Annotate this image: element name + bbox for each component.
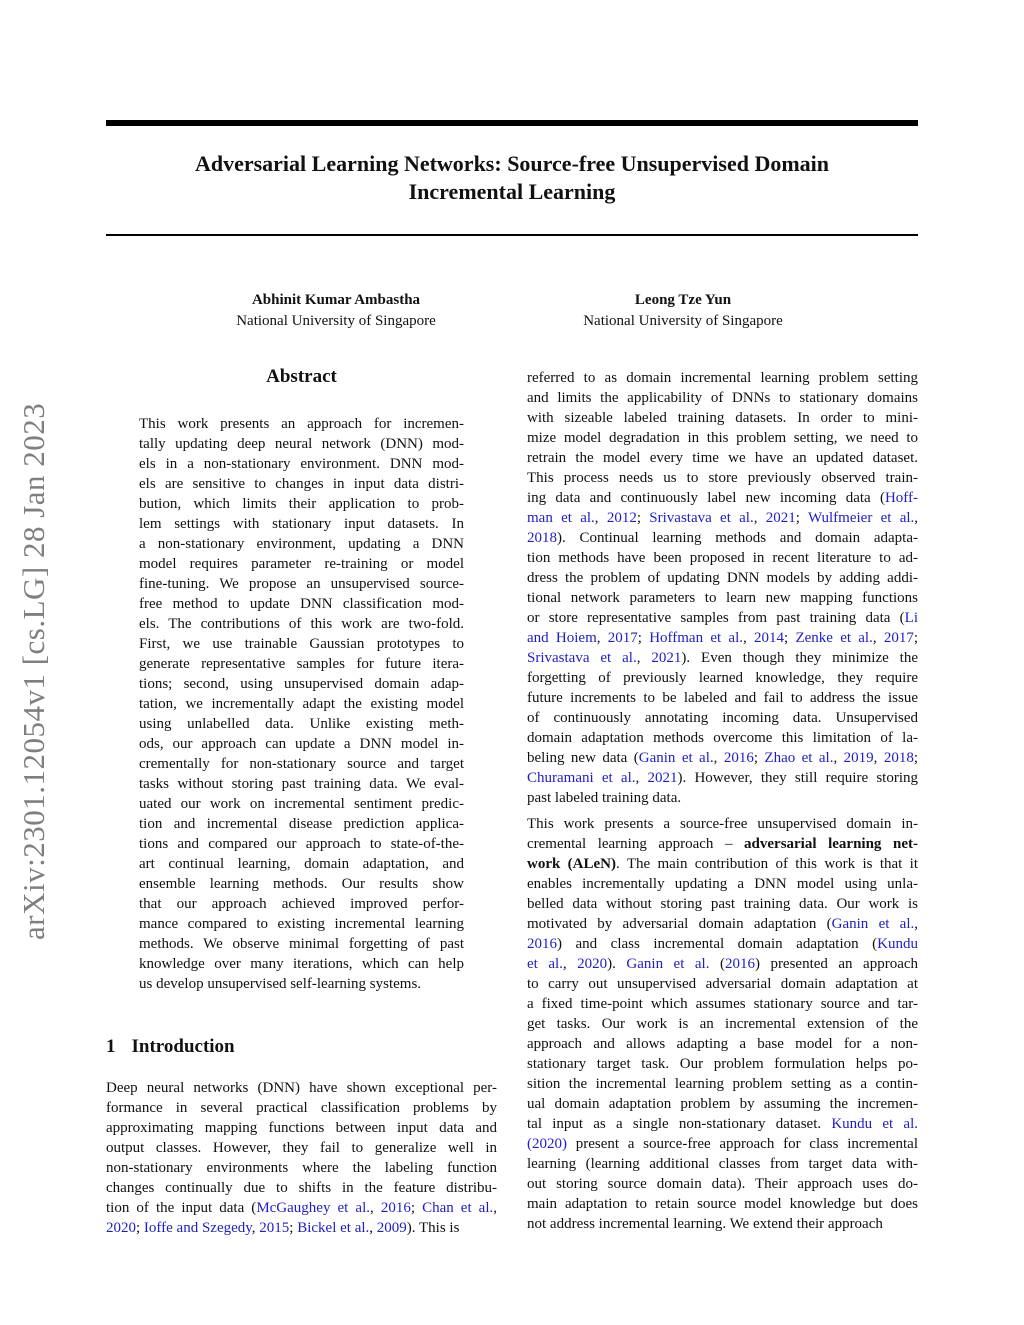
text: (: [709, 956, 725, 972]
text: ;: [913, 630, 919, 646]
citation-link[interactable]: 2017: [883, 630, 914, 646]
body-line: output classes. However, they fail to generalize well in: [106, 1140, 497, 1156]
citation-link[interactable]: Kundu et al.: [831, 1116, 919, 1132]
body-line: [527, 628, 918, 648]
body-line: [527, 528, 918, 548]
text: ,: [596, 630, 608, 646]
text: ;: [636, 510, 650, 526]
body-line: [106, 1218, 497, 1238]
body-line: [527, 1114, 918, 1134]
abstract-line: that our approach achieved improved perfor-: [139, 896, 464, 912]
author-block: [523, 290, 843, 332]
text: ,: [562, 956, 578, 972]
body-line: to carry out unsupervised adversarial domain adaptation at: [527, 976, 918, 992]
citation-link[interactable]: Ganin et al.: [638, 750, 714, 766]
citation-link[interactable]: Srivastava et al.: [649, 510, 754, 526]
text: ,: [753, 510, 766, 526]
citation-link[interactable]: 2021: [651, 650, 682, 666]
abstract-line: els are sensitive to changes in input data distri-: [139, 476, 464, 492]
text: ,: [594, 510, 607, 526]
body-line: [527, 834, 918, 854]
body-line: tional network parameters to learn new mapping functions: [527, 590, 918, 606]
right-column: [527, 368, 918, 1234]
body-line: with sizeable labeled training datasets. In order to mini-: [527, 410, 918, 426]
abstract-line: This work presents an approach for incremen-: [139, 416, 464, 432]
abstract-line: crementally for non-stationary source and target: [139, 756, 464, 772]
body-line: dress the problem of updating DNN models by adding addi-: [527, 570, 918, 586]
text: ,: [872, 630, 884, 646]
body-line: tion methods have been proposed in recent literature to ad-: [527, 550, 918, 566]
text: ;: [753, 750, 765, 766]
citation-link[interactable]: Hoffman et al.: [649, 630, 743, 646]
section-heading-introduction: [106, 1036, 235, 1058]
citation-link[interactable]: Srivastava et al.: [527, 650, 637, 666]
body-line: [527, 748, 918, 768]
citation-link[interactable]: Ioffe and Szegedy: [143, 1220, 252, 1236]
text: cremental learning approach –: [527, 836, 745, 852]
citation-link[interactable]: Zenke et al.: [795, 630, 873, 646]
text: ,: [914, 510, 919, 526]
citation-link[interactable]: Li: [904, 610, 918, 626]
abstract-line: methods. We observe minimal forgetting of past: [139, 936, 464, 952]
abstract-line: tally updating deep neural network (DNN) mod-: [139, 436, 464, 452]
body-line: belled data without storing past training data. Our work is: [527, 896, 918, 912]
paper-title: [106, 150, 918, 206]
text: ,: [873, 750, 884, 766]
citation-link[interactable]: and Hoiem: [527, 630, 597, 646]
text: ). However, they still require storing: [677, 770, 918, 786]
citation-link[interactable]: 2019: [843, 750, 874, 766]
body-line: non-stationary environments where the labeling function: [106, 1160, 497, 1176]
abstract-line: bution, which limits their application to prob-: [139, 496, 464, 512]
title-line: Adversarial Learning Networks: Source-free Unsupervised Domain: [194, 151, 830, 176]
abstract-line: art continual learning, domain adaptation, and: [139, 856, 464, 872]
title-rule-top: [106, 120, 918, 126]
author-name: Abhinit Kumar Ambastha: [251, 292, 421, 308]
text: ). Continual learning methods and domain adapta-: [557, 530, 918, 546]
body-line: forgetting of previously learned knowledge, they require: [527, 670, 918, 686]
abstract-line: tions; second, using unsupervised domain adap-: [139, 676, 464, 692]
body-line: ual domain adaptation problem by assuming the incremen-: [527, 1096, 918, 1112]
body-line: [527, 914, 918, 934]
body-line: past labeled training data.: [527, 790, 682, 806]
citation-link[interactable]: Kundu: [877, 936, 918, 952]
citation-link[interactable]: 2015: [259, 1220, 290, 1236]
author-name: Leong Tze Yun: [634, 292, 732, 308]
body-line: of continuously annotating incoming data. Unsupervised: [527, 710, 918, 726]
abstract-line: using unlabelled data. Unlike existing meth-: [139, 716, 464, 732]
body-line: [527, 854, 918, 874]
text: ,: [914, 916, 919, 932]
abstract-line: lem settings with stationary input datasets. In: [139, 516, 464, 532]
text: ,: [370, 1200, 381, 1216]
body-line: [527, 508, 918, 528]
citation-link[interactable]: 2021: [647, 770, 678, 786]
text: ;: [289, 1220, 298, 1236]
text: ,: [251, 1220, 260, 1236]
citation-link[interactable]: (2020): [527, 1136, 567, 1152]
abstract-line: knowledge over many iterations, which can help: [139, 956, 464, 972]
text: ;: [795, 510, 808, 526]
body-line: retrain the model every time we have an updated dataset.: [527, 450, 918, 466]
text: motivated by adversarial domain adaptation (: [527, 916, 832, 932]
body-line: enables incrementally updating a DNN model using unla-: [527, 876, 918, 892]
body-line: changes continually due to shifts in the feature distribu-: [106, 1180, 497, 1196]
text: ,: [369, 1220, 377, 1236]
author-affiliation: National University of Singapore: [583, 313, 783, 329]
abstract-line: tion and incremental disease prediction applica-: [139, 816, 464, 832]
body-line: out storing source domain data). Their approach uses do-: [527, 1176, 918, 1192]
text: ).: [607, 956, 627, 972]
body-line: This process needs us to store previously observed train-: [527, 470, 918, 486]
bold-text: adversarial learning net-: [744, 836, 918, 852]
citation-link[interactable]: Zhao et al.: [764, 750, 834, 766]
body-line: [527, 488, 918, 508]
body-line: [106, 1198, 497, 1218]
text: ing data and continuously label new incoming data (: [527, 490, 885, 506]
abstract-line: model requires parameter re-training or model: [139, 556, 464, 572]
citation-link[interactable]: McGaughey et al.: [256, 1200, 370, 1216]
abstract-line: tions and compared our approach to state-of-the-: [139, 836, 464, 852]
abstract-line: a non-stationary environment, updating a DNN: [139, 536, 464, 552]
body-line: future increments to be labeled and fail to address the issue: [527, 690, 918, 706]
abstract-line: mance compared to existing incremental learning: [139, 916, 464, 932]
body-line: [527, 1134, 918, 1154]
text: present a source-free approach for class incremental: [567, 1136, 918, 1152]
bold-text: work (ALeN): [527, 856, 616, 872]
section-number: 1: [106, 1036, 116, 1057]
body-line: get tasks. Our work is an incremental extension of the: [527, 1016, 918, 1032]
citation-link[interactable]: 2016: [723, 750, 754, 766]
text: . The main contribution of this work is that it: [616, 856, 918, 872]
body-line: formance in several practical classification problems by: [106, 1100, 497, 1116]
citation-link[interactable]: 2020: [577, 956, 608, 972]
body-line: a fixed time-point which assumes stationary source and tar-: [527, 996, 918, 1012]
body-line: referred to as domain incremental learning problem setting: [527, 370, 918, 386]
abstract-line: ensemble learning methods. Our results show: [139, 876, 464, 892]
text: ;: [637, 630, 650, 646]
body-line: This work presents a source-free unsupervised domain in-: [527, 816, 918, 832]
author-block: [176, 290, 496, 332]
text: ;: [410, 1200, 423, 1216]
abstract-body: [139, 414, 464, 994]
citation-link[interactable]: 2020: [106, 1220, 136, 1236]
text: ,: [713, 750, 724, 766]
body-line: domain adaptation methods overcome this limitation of la-: [527, 730, 918, 746]
abstract-line: tation, we incrementally adapt the existing model: [139, 696, 464, 712]
citation-link[interactable]: Ganin et al.: [831, 916, 915, 932]
body-line: [527, 768, 918, 788]
abstract-line: us develop unsupervised self-learning systems.: [139, 976, 422, 992]
introduction-body: [106, 1078, 497, 1238]
citation-link[interactable]: Churamani et al.: [527, 770, 636, 786]
abstract-line: ods, our approach can update a DNN model in-: [139, 736, 464, 752]
citation-link[interactable]: 2016: [724, 956, 755, 972]
body-line: stationary target task. Our problem formulation helps po-: [527, 1056, 918, 1072]
citation-link[interactable]: Chan et al.: [422, 1200, 494, 1216]
body-line: and limits the applicability of DNNs to stationary domains: [527, 390, 918, 406]
body-line: Deep neural networks (DNN) have shown exceptional per-: [106, 1080, 497, 1096]
abstract-line: els in a non-stationary environment. DNN mod-: [139, 456, 464, 472]
citation-link[interactable]: Wulfmeier et al.: [807, 510, 915, 526]
citation-link[interactable]: 2017: [607, 630, 638, 646]
body-line: [527, 954, 918, 974]
abstract-line: els. The contributions of this work are two-fold.: [139, 616, 464, 632]
body-line: [527, 648, 918, 668]
citation-link[interactable]: 2012: [606, 510, 637, 526]
abstract-line: uated our work on incremental sentiment predic-: [139, 796, 464, 812]
body-line: not address incremental learning. We extend their approach: [527, 1216, 883, 1232]
arxiv-stamp: arXiv:2301.12054v1 [cs.LG] 28 Jan 2023: [16, 402, 51, 940]
text: ;: [784, 630, 796, 646]
title-line: Incremental Learning: [408, 179, 616, 204]
citation-link[interactable]: 2016: [527, 936, 557, 952]
body-line: [527, 608, 918, 628]
author-affiliation: National University of Singapore: [236, 313, 436, 329]
body-line: [527, 934, 918, 954]
abstract-line: First, we use trainable Gaussian prototypes to: [139, 636, 464, 652]
citation-link[interactable]: Ganin et al.: [626, 956, 710, 972]
text: tal input as a single non-stationary dataset.: [527, 1116, 832, 1132]
text: ). Even though they minimize the: [681, 650, 918, 666]
text: ,: [743, 630, 755, 646]
body-line: approach and allows adapting a base model for a non-: [527, 1036, 918, 1052]
abstract-line: free method to update DNN classification mod-: [139, 596, 464, 612]
abstract-line: tasks without storing past training data. We eval-: [139, 776, 464, 792]
body-line: approximating mapping functions between input data and: [106, 1120, 497, 1136]
text: tion of the input data (: [106, 1200, 257, 1216]
citation-link[interactable]: 2018: [527, 530, 557, 546]
body-line: learning (learning additional classes from target data with-: [527, 1156, 918, 1172]
text: ,: [635, 770, 648, 786]
citation-link[interactable]: et al.: [527, 956, 563, 972]
citation-link[interactable]: 2021: [765, 510, 796, 526]
text: beling new data (: [527, 750, 639, 766]
text: ,: [493, 1200, 498, 1216]
text: ) and class incremental domain adaptation (: [557, 936, 878, 952]
citation-link[interactable]: Bickel et al.: [297, 1220, 370, 1236]
citation-link[interactable]: Hoff-: [884, 490, 918, 506]
citation-link[interactable]: 2009: [376, 1220, 407, 1236]
text: or store representative samples from past training data (: [527, 610, 905, 626]
citation-link[interactable]: 2016: [380, 1200, 411, 1216]
abstract-line: generate representative samples for future itera-: [139, 656, 464, 672]
body-line: mize model degradation in this problem setting, we need to: [527, 430, 918, 446]
citation-link[interactable]: 2018: [883, 750, 914, 766]
section-title: Introduction: [131, 1036, 235, 1057]
title-rule-bottom: [106, 234, 918, 236]
text: ) presented an approach: [754, 956, 919, 972]
text: ). This is: [406, 1220, 460, 1236]
text: ,: [636, 650, 652, 666]
body-line: main adaptation to retain source model knowledge but does: [527, 1196, 918, 1212]
text: ;: [136, 1220, 144, 1236]
citation-link[interactable]: 2014: [754, 630, 785, 646]
abstract-heading: Abstract: [266, 366, 337, 387]
citation-link[interactable]: man et al.: [527, 510, 595, 526]
text: ,: [833, 750, 844, 766]
text: ;: [913, 750, 918, 766]
body-line: sition the incremental learning problem setting as a contin-: [527, 1076, 918, 1092]
abstract-line: fine-tuning. We propose an unsupervised source-: [139, 576, 464, 592]
